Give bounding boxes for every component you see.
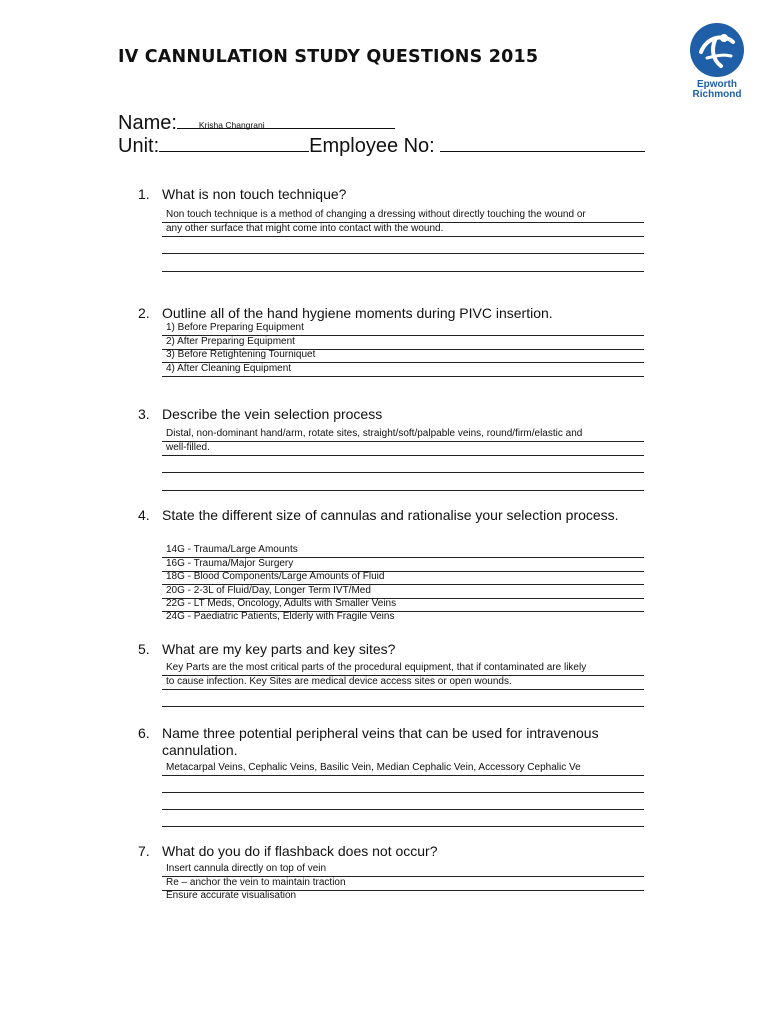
unit-label: Unit:: [118, 135, 160, 157]
answer-line[interactable]: 4) After Cleaning Equipment: [162, 363, 644, 377]
question-number: 4.: [138, 507, 150, 523]
answer-line[interactable]: [162, 813, 644, 827]
answer-line[interactable]: [162, 459, 644, 473]
question-text: What is non touch technique?: [162, 186, 347, 202]
question-number: 1.: [138, 186, 150, 202]
page-title: IV CANNULATION STUDY QUESTIONS 2015: [118, 47, 539, 67]
answer-line[interactable]: 18G - Blood Components/Large Amounts of Fluid: [162, 571, 644, 585]
name-value: Krisha Changrani: [198, 120, 265, 130]
answer-line[interactable]: 14G - Trauma/Large Amounts: [162, 544, 644, 558]
answer-line[interactable]: Metacarpal Veins, Cephalic Veins, Basilic Vein, Median Cephalic Vein, Accessory Cephalic Ve: [162, 762, 644, 776]
question-number: 7.: [138, 843, 150, 859]
answer-line[interactable]: 1) Before Preparing Equipment: [162, 322, 644, 336]
answer-line[interactable]: Re – anchor the vein to maintain traction: [162, 877, 644, 891]
question-number: 2.: [138, 305, 150, 321]
question-number: 3.: [138, 406, 150, 422]
question-text: Describe the vein selection process: [162, 406, 383, 422]
answer-line[interactable]: 3) Before Retightening Tourniquet: [162, 349, 644, 363]
name-field-row: [118, 110, 395, 134]
answer-line[interactable]: 20G - 2-3L of Fluid/Day, Longer Term IVT/Med: [162, 585, 644, 599]
unit-employee-row: [118, 133, 645, 157]
question-number: 6.: [138, 725, 150, 741]
answer-line[interactable]: Ensure accurate visualisation: [166, 890, 297, 901]
answer-line[interactable]: 24G - Paediatric Patients, Elderly with Fragile Veins: [166, 611, 395, 622]
question-text: State the different size of cannulas and rationalise your selection process.: [162, 507, 619, 523]
name-label: Name:: [118, 112, 177, 134]
answer-line[interactable]: [162, 796, 644, 810]
answer-line[interactable]: [162, 240, 644, 254]
answer-line[interactable]: well-filled.: [162, 442, 644, 456]
answer-line[interactable]: Distal, non-dominant hand/arm, rotate sites, straight/soft/palpable veins, round/firm/elastic and: [162, 428, 644, 442]
answer-line[interactable]: 2) After Preparing Equipment: [162, 336, 644, 350]
answer-line[interactable]: [162, 258, 644, 272]
answer-line[interactable]: Insert cannula directly on top of vein: [162, 863, 644, 877]
answer-line[interactable]: 16G - Trauma/Major Surgery: [162, 558, 644, 572]
question-text: Outline all of the hand hygiene moments during PIVC insertion.: [162, 305, 553, 321]
answer-line[interactable]: to cause infection. Key Sites are medical device access sites or open wounds.: [162, 676, 644, 690]
employee-field[interactable]: [440, 133, 645, 152]
question-text: What do you do if flashback does not occur?: [162, 843, 438, 859]
answer-line[interactable]: [162, 693, 644, 707]
answer-line[interactable]: [162, 477, 644, 491]
answer-line[interactable]: any other surface that might come into contact with the wound.: [162, 223, 644, 237]
answer-line[interactable]: Key Parts are the most critical parts of the procedural equipment, that if contaminated are likely: [162, 662, 644, 676]
employee-label: Employee No:: [309, 135, 435, 157]
answer-line[interactable]: 22G - LT Meds, Oncology, Adults with Smaller Veins: [162, 598, 644, 612]
epworth-emblem-icon: [689, 22, 745, 78]
question-text: Name three potential peripheral veins that can be used for intravenous cannulation.: [162, 725, 599, 758]
name-field[interactable]: [177, 110, 395, 129]
question-text: What are my key parts and key sites?: [162, 641, 396, 657]
unit-field[interactable]: [159, 133, 309, 152]
epworth-logo: [682, 22, 752, 100]
logo-text-epworth: Epworth: [697, 79, 737, 90]
question-number: 5.: [138, 641, 150, 657]
logo-text-richmond: Richmond: [692, 89, 742, 100]
answer-line[interactable]: [162, 779, 644, 793]
answer-line[interactable]: Non touch technique is a method of changing a dressing without directly touching the wound or: [162, 209, 644, 223]
